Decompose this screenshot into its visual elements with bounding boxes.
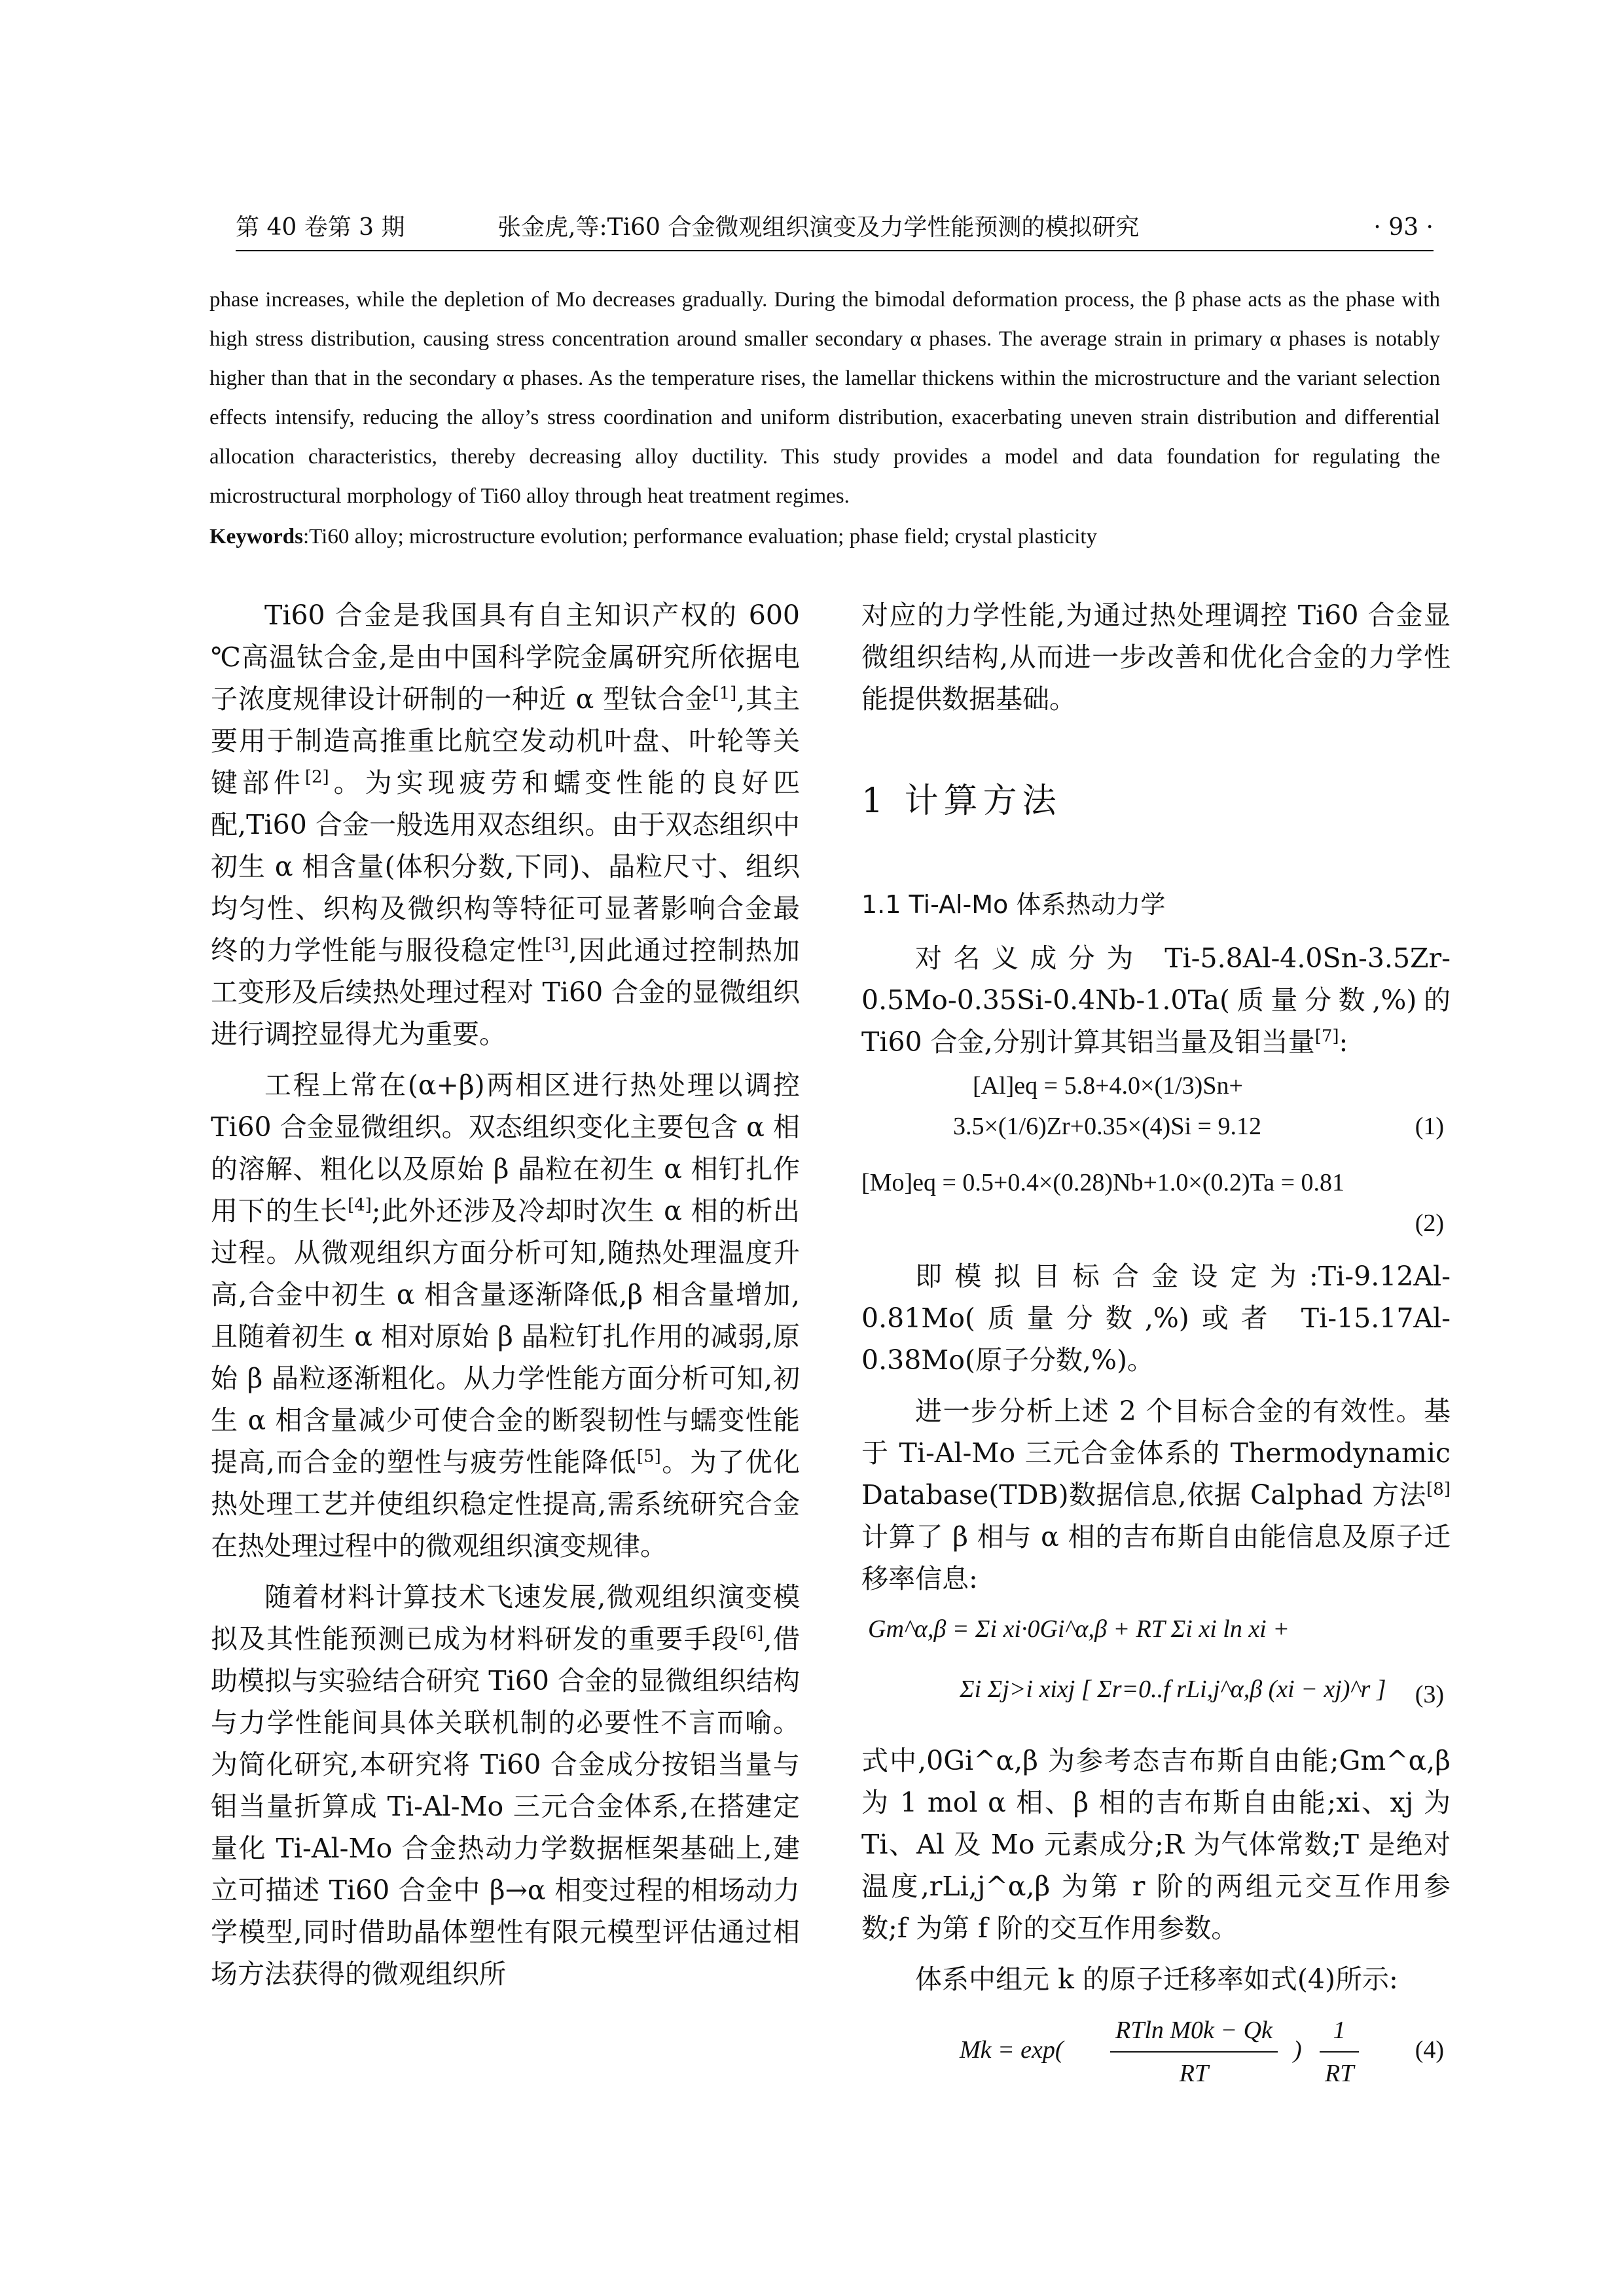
english-abstract: phase increases, while the depletion of Mo decreases gradually. During the bimodal deformation process, the β phase acts as the phase with high stress distribution, causing stress concentration around smaller secondary α phases. The average strain in primary α phases is notably higher than that in the secondary α phases. As the temperature rises, the lamellar thickens within the microstructure and the variant selection effects intensify, reducing the alloy’s stress coordination and uniform distribution, exacerbating uneven strain distribution and differential allocation characteristics, thereby decreasing alloy ductility. This study provides a model and data foundation for regulating the microstructural morphology of Ti60 alloy through heat treatment regimes. (209, 288, 1440, 508)
equation-line: Gm^α,β = Σi xi·0Gi^α,β + RT Σi xi ln xi + (868, 1615, 1290, 1643)
equation-2 (861, 1162, 1451, 1244)
page-number: · 93 · (1373, 214, 1434, 241)
citation[interactable]: [6] (739, 1623, 764, 1643)
citation[interactable]: [1] (712, 683, 737, 704)
equation-paren: ) (1293, 2036, 1302, 2064)
paragraph: 工程上常在(α+β)两相区进行热处理以调控 Ti60 合金显微组织。双态组织变化主要包含 α 相的溶解、粗化以及原始 β 晶粒在初生 α 相钉扎作用下的生长[4];此外还涉及冷却时次生 α 相的析出过程。从微观组织方面分析可知,随热处理温度升高,合金中初生 α 相含量逐渐降低,β 相含量增加,且随着初生 α 相对原始 β 晶粒钉扎作用的减弱,原始 β 晶粒逐渐粗化。从力学性能方面分析可知,初生 α 相含量减少可使合金的断裂韧性与蠕变性能提高,而合金的塑性与疲劳性能降低[5]。为了优化热处理工艺并使组织稳定性提高,需系统研究合金在热处理过程中的微观组织演变规律。 (211, 1069, 801, 1562)
keywords-label: Keywords (209, 525, 303, 548)
keywords-text: :Ti60 alloy; microstructure evolution; performance evaluation; phase field; crystal plasticity (303, 525, 1098, 548)
denominator: RT (1179, 2060, 1209, 2087)
citation[interactable]: [3] (545, 935, 569, 955)
paragraph: 对应的力学性能,为通过热处理调控 Ti60 合金显微组织结构,从而进一步改善和优化合金的力学性能提供数据基础。 (861, 600, 1451, 715)
keywords (209, 517, 1440, 556)
equation-number: (3) (1415, 1681, 1444, 1708)
subsection-heading: 1.1 Ti-Al-Mo 体系热动力学 (861, 890, 1166, 919)
paragraph: 式中,0Gi^α,β 为参考态吉布斯自由能;Gm^α,β 为 1 mol α 相、β 相的吉布斯自由能;xi、xj 为 Ti、Al 及 Mo 元素成分;R 为气体常数;T 是绝对温度,rLi,j^α,β 为第 r 阶的两组元交互作用参数;f 为第 f 阶的交互作用参数。 (861, 1745, 1451, 1944)
equation-4 (861, 2009, 1451, 2088)
running-header (236, 208, 1434, 247)
equation-line: [Al]eq = 5.8+4.0×(1/3)Sn+ (973, 1072, 1243, 1100)
equation-lhs: Mk = exp( (960, 2036, 1064, 2064)
fraction (1110, 2009, 1278, 2094)
paragraph: 随着材料计算技术飞速发展,微观组织演变模拟及其性能预测已成为材料研发的重要手段[6],借助模拟与实验结合研究 Ti60 合金的显微组织结构与力学性能间具体关联机制的必要性不言而喻。为简化研究,本研究将 Ti60 合金成分按铝当量与钼当量折算成 Ti-Al-Mo 三元合金体系,在搭建定量化 Ti-Al-Mo 合金热动力学数据框架基础上,建立可描述 Ti60 合金中 β→α 相变过程的相场动力学模型,同时借助晶体塑性有限元模型评估通过相场方法获得的微观组织所 (211, 1581, 800, 1990)
denominator: RT (1325, 2060, 1354, 2087)
journal-volume: 第 40 卷第 3 期 (236, 214, 405, 241)
paragraph: 对名义成分为 Ti-5.8Al-4.0Sn-3.5Zr-0.5Mo-0.35Si-0.4Nb-1.0Ta(质量分数,%)的 Ti60 合金,分别计算其铝当量及钼当量[7]: (861, 942, 1451, 1058)
numerator: 1 (1320, 2009, 1359, 2053)
equation-number: (4) (1415, 2036, 1444, 2064)
paragraph: 进一步分析上述 2 个目标合金的有效性。基于 Ti-Al-Mo 三元合金体系的 Thermodynamic Database(TDB)数据信息,依据 Calphad 方法[8]计算了 β 相与 α 相的吉布斯自由能信息及原子迁移率信息: (861, 1395, 1451, 1594)
equation-3 (861, 1602, 1451, 1740)
equation-line: Σi Σj>i xixj [ Σr=0..f rLi,j^α,β (xi − xj)^r ] (960, 1676, 1386, 1703)
equation-line: [Mo]eq = 0.5+0.4×(0.28)Nb+1.0×(0.2)Ta = 0.81 (861, 1169, 1345, 1196)
left-column (211, 594, 800, 2004)
fraction (1320, 2009, 1359, 2094)
citation[interactable]: [4] (347, 1195, 372, 1215)
right-column (861, 594, 1451, 2088)
citation[interactable]: [7] (1314, 1026, 1339, 1047)
paragraph: 即模拟目标合金设定为:Ti-9.12Al-0.81Mo(质量分数,%)或者 Ti-15.17Al-0.38Mo(原子分数,%)。 (861, 1261, 1451, 1376)
citation[interactable]: [2] (304, 767, 329, 787)
paragraph: 体系中组元 k 的原子迁移率如式(4)所示: (915, 1964, 1398, 1995)
equation-1 (861, 1066, 1451, 1147)
numerator: RTln M0k − Qk (1110, 2009, 1278, 2053)
paragraph: Ti60 合金是我国具有自主知识产权的 600 ℃高温钛合金,是由中国科学院金属研究所依据电子浓度规律设计研制的一种近 α 型钛合金[1],其主要用于制造高推重比航空发动机叶盘、叶轮等关键部件[2]。为实现疲劳和蠕变性能的良好匹配,Ti60 合金一般选用双态组织。由于双态组织中初生 α 相含量(体积分数,下同)、晶粒尺寸、组织均匀性、织构及微织构等特征可显著影响合金最终的力学性能与服役稳定性[3],因此通过控制热加工变形及后续热处理过程对 Ti60 合金的显微组织进行调控显得尤为重要。 (211, 600, 800, 1050)
equation-number: (1) (1415, 1113, 1444, 1140)
running-title: 张金虎,等:Ti60 合金微观组织演变及力学性能预测的模拟研究 (497, 214, 1140, 241)
equation-number: (2) (1415, 1210, 1444, 1237)
equation-line: 3.5×(1/6)Zr+0.35×(4)Si = 9.12 (953, 1113, 1261, 1140)
citation[interactable]: [8] (1426, 1479, 1451, 1499)
header-rule (236, 250, 1434, 251)
citation[interactable]: [5] (636, 1446, 661, 1467)
section-heading: 1 计算方法 (861, 781, 1062, 821)
